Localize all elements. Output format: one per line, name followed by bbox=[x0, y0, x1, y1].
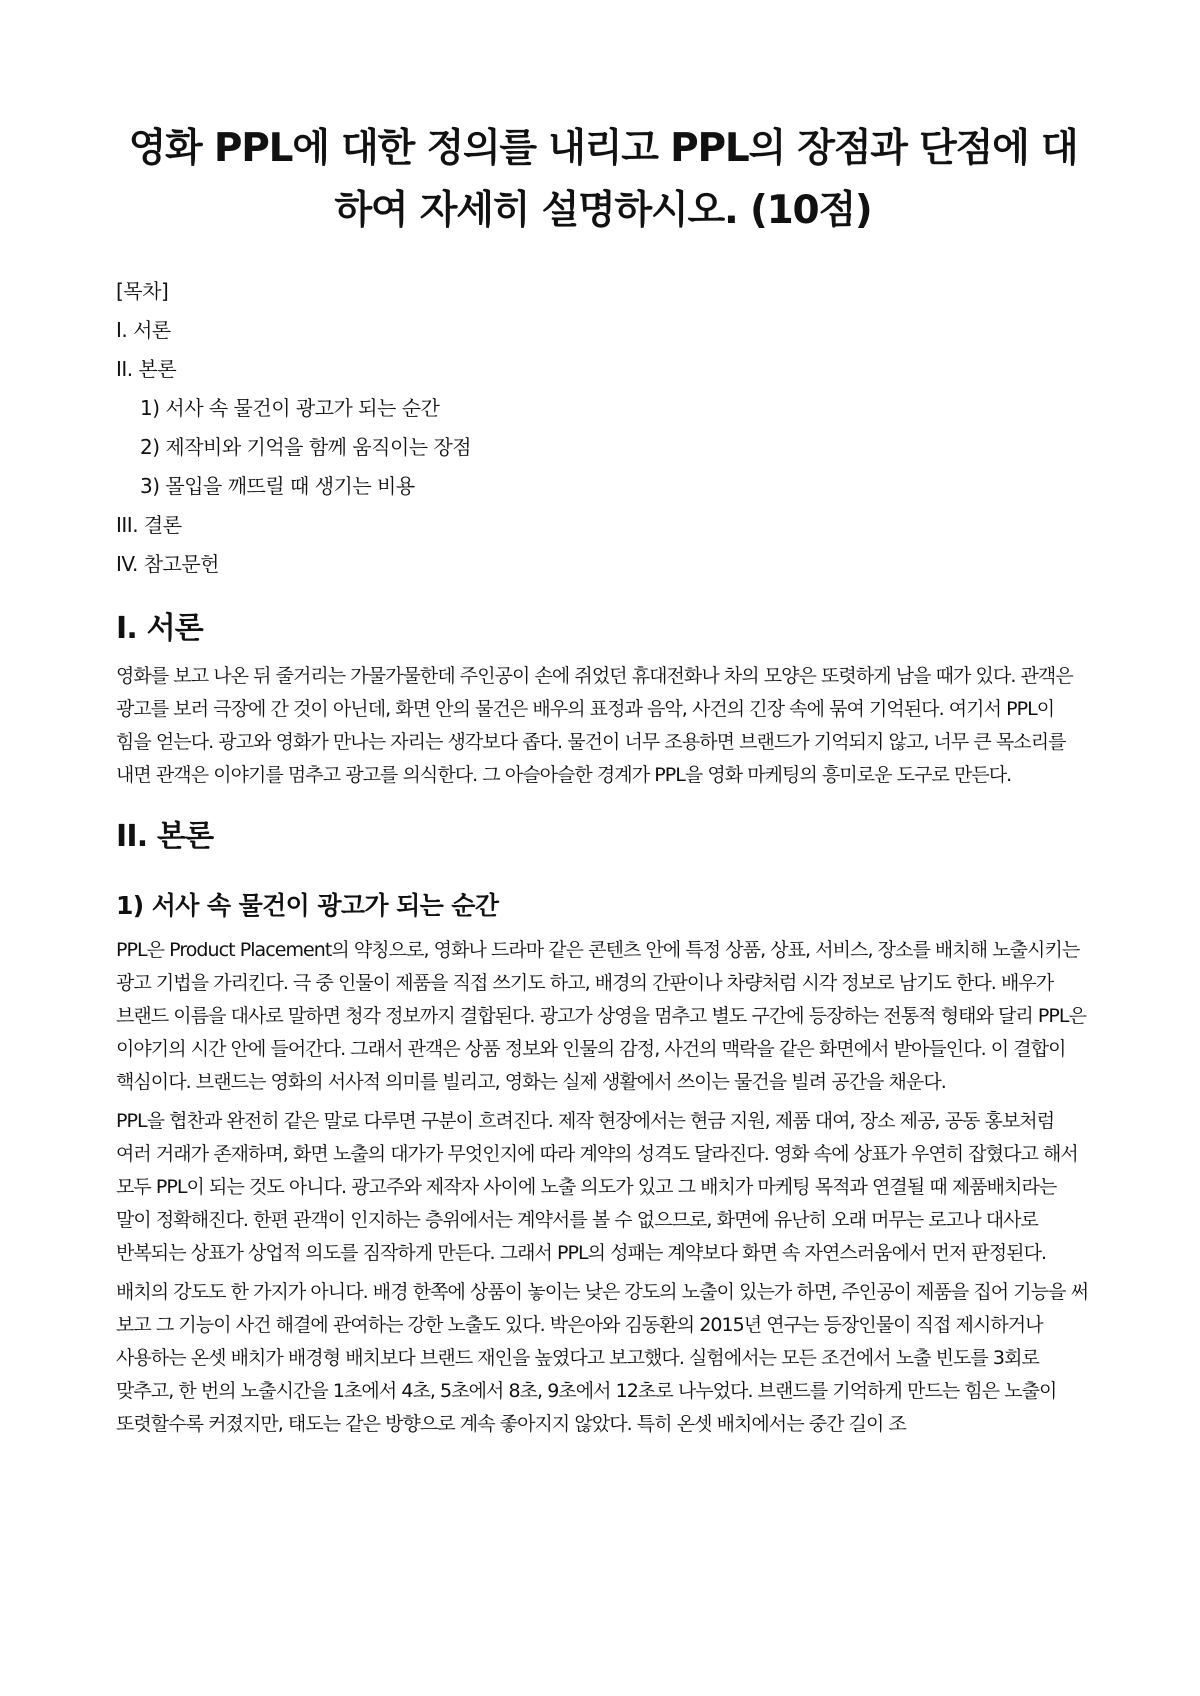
toc-item-conclusion: III. 결론 bbox=[116, 513, 182, 537]
toc-item-introduction: I. 서론 bbox=[116, 318, 171, 342]
body-paragraph: PPL을 협찬과 완전히 같은 말로 다루면 구분이 흐려진다. 제작 현장에서는 현금 지원, 제품 대여, 장소 제공, 공동 홍보처럼 여러 거래가 존재하며, 화면 노출의 대가가 무엇인지에 따라 계약의 성격도 달라진다. 영화 속에 상표가 우연히 잡혔다고 해서 모두 PPL이 되는 것도 아니다. 광고주와 제작자 사이에 노출 의도가 있고 그 배치가 마케팅 목적과 연결될 때 제품배치라는 말이 정확해진다. 한편 관객이 인지하는 층위에서는 계약서를 볼 수 없으므로, 화면에 유난히 오래 머무는 로고나 대사로 반복되는 상표가 상업적 의도를 짐작하게 만든다. 그래서 PPL의 성패는 계약보다 화면 속 자연스러움에서 먼저 판정된다. bbox=[116, 1110, 1078, 1264]
toc-subitem-1: 1) 서사 속 물건이 광고가 되는 순간 bbox=[140, 396, 440, 420]
table-of-contents bbox=[116, 272, 1090, 584]
introduction-heading: I. 서론 bbox=[116, 611, 203, 646]
body-paragraph: PPL은 Product Placement의 약칭으로, 영화나 드라마 같은 콘텐츠 안에 특정 상품, 상표, 서비스, 장소를 배치해 노출시키는 광고 기법을 가리킨다. 극 중 인물이 제품을 직접 쓰기도 하고, 배경의 간판이나 차량처럼 시각 정보로 남기도 한다. 배우가 브랜드 이름을 대사로 말하면 청각 정보까지 결합된다. 광고가 상영을 멈추고 별도 구간에 등장하는 전통적 형태와 달리 PPL은 이야기의 시간 안에 들어간다. 그래서 관객은 상품 정보와 인물의 감정, 사건의 맥락을 같은 화면에서 받아들인다. 이 결합이 핵심이다. 브랜드는 영화의 서사적 의미를 빌리고, 영화는 실제 생활에서 쓰이는 물건을 빌려 공간을 채운다. bbox=[116, 939, 1086, 1093]
subsection-heading-1: 1) 서사 속 물건이 광고가 되는 순간 bbox=[116, 891, 499, 920]
toc-list bbox=[116, 311, 1090, 584]
introduction-section bbox=[116, 606, 1090, 792]
toc-subitem-3: 3) 몰입을 깨뜨릴 때 생기는 비용 bbox=[140, 474, 415, 498]
document-title: 영화 PPL에 대한 정의를 내리고 PPL의 장점과 단점에 대하여 자세히 설명하시오. (10점) bbox=[128, 126, 1078, 233]
toc-heading: [목차] bbox=[116, 279, 169, 303]
toc-item-body: II. 본론 bbox=[116, 357, 177, 381]
toc-item-references: IV. 참고문헌 bbox=[116, 552, 219, 576]
body-section bbox=[116, 814, 1090, 1441]
toc-subitem-2: 2) 제작비와 기억을 함께 움직이는 장점 bbox=[140, 435, 472, 459]
body-heading: II. 본론 bbox=[116, 819, 214, 854]
body-paragraph: 배치의 강도도 한 가지가 아니다. 배경 한쪽에 상품이 놓이는 낮은 강도의 노출이 있는가 하면, 주인공이 제품을 집어 기능을 써 보고 그 기능이 사건 해결에 관여하는 강한 노출도 있다. 박은아와 김동환의 2015년 연구는 등장인물이 직접 제시하거나 사용하는 온셋 배치가 배경형 배치보다 브랜드 재인을 높였다고 보고했다. 실험에서는 모든 조건에서 노출 빈도를 3회로 맞추고, 한 번의 노출시간을 1초에서 4초, 5초에서 8초, 9초에서 12초로 나누었다. 브랜드를 기억하게 만드는 힘은 노출이 또렷할수록 커졌지만, 태도는 같은 방향으로 계속 좋아지지 않았다. 특히 온셋 배치에서는 중간 길이 조 bbox=[116, 1281, 1088, 1435]
introduction-paragraph: 영화를 보고 나온 뒤 줄거리는 가물가물한데 주인공이 손에 쥐었던 휴대전화나 차의 모양은 또렷하게 남을 때가 있다. 관객은 광고를 보러 극장에 간 것이 아닌데, 화면 안의 물건은 배우의 표정과 음악, 사건의 긴장 속에 묶여 기억된다. 여기서 PPL이 힘을 얻는다. 광고와 영화가 만나는 자리는 생각보다 좁다. 물건이 너무 조용하면 브랜드가 기억되지 않고, 너무 큰 목소리를 내면 관객은 이야기를 멈추고 광고를 의식한다. 그 아슬아슬한 경계가 PPL을 영화 마케팅의 흥미로운 도구로 만든다. bbox=[116, 665, 1073, 786]
